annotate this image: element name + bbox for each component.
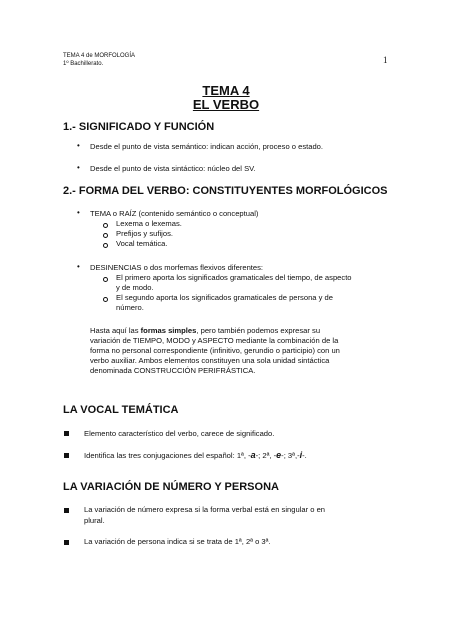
section-2-heading: 2.- FORMA DEL VERBO: CONSTITUYENTES MORFOLÓGICOS (63, 185, 388, 197)
bullet-icon: • (77, 163, 80, 172)
paragraph-text: , pero también podemos expresar su (196, 326, 321, 335)
document-title-line-1: TEMA 4 (202, 83, 250, 98)
square-bullet-icon (64, 508, 69, 513)
section-1-heading: 1.- SIGNIFICADO Y FUNCIÓN (63, 121, 215, 133)
paragraph-line-1 (90, 326, 390, 336)
desinencias-sub-1-line-1: El primero aporta los significados gramaticales del tiempo, de aspecto (116, 273, 352, 282)
header-line-2: 1º Bachillerato. (63, 61, 104, 67)
vowel-i: i (299, 450, 303, 460)
bullet-icon: • (77, 262, 80, 271)
section-1-bullet-1: Desde el punto de vista semántico: indican acción, proceso o estado. (90, 142, 324, 151)
conjugation-text: Identifica las tres conjugaciones del español: 1ª, - (84, 451, 251, 460)
numero-item-line-1: La variación de número expresa si la forma verbal está en singular o en (84, 505, 326, 514)
tema-sub-item-3: Vocal temática. (116, 239, 168, 248)
numero-persona-heading: LA VARIACIÓN DE NÚMERO Y PERSONA (63, 481, 279, 493)
vocal-item-2 (84, 450, 307, 461)
sub-bullet-icon (103, 243, 108, 248)
tema-bullet: TEMA o RAÍZ (contenido semántico o conceptual) (90, 209, 259, 218)
header-line-1: TEMA 4 de MORFOLOGÍA (63, 53, 136, 59)
section-1-bullet-2: Desde el punto de vista sintáctico: núcleo del SV. (90, 164, 256, 173)
sub-bullet-icon (103, 223, 108, 228)
square-bullet-icon (64, 431, 69, 436)
sub-bullet-icon (103, 297, 108, 302)
tema-sub-item-1: Lexema o lexemas. (116, 219, 182, 228)
paragraph-line-4: verbo auxiliar. Ambos elementos constituyen una sola unidad sintáctica (90, 356, 330, 365)
paragraph-text: Hasta aquí las (90, 326, 141, 335)
sub-bullet-icon (103, 233, 108, 238)
page-number: 1 (383, 55, 388, 65)
paragraph-line-5: denominada CONSTRUCCIÓN PERIFRÁSTICA. (90, 366, 256, 375)
vowel-a: a (250, 450, 256, 460)
bullet-icon: • (77, 208, 80, 217)
square-bullet-icon (64, 540, 69, 545)
desinencias-sub-2-line-2: número. (116, 303, 144, 312)
document-title-line-2: EL VERBO (192, 97, 260, 112)
paragraph-line-3: forma no personal correspondiente (infinitivo, gerundio o participio) con un (90, 346, 340, 355)
paragraph-line-2: variación de TIEMPO, MODO y ASPECTO mediante la combinación de la (90, 336, 339, 345)
persona-item: La variación de persona indica si se trata de 1ª, 2ª o 3ª. (84, 537, 271, 546)
perifrastica-paragraph (90, 326, 390, 376)
desinencias-sub-2-line-1: El segundo aporta los significados gramaticales de persona y de (116, 293, 333, 302)
sub-bullet-icon (103, 277, 108, 282)
vowel-e: e (276, 450, 282, 460)
numero-item-line-2: plural. (84, 516, 105, 525)
running-header (63, 52, 135, 68)
tema-sub-item-2: Prefijos y sufijos. (116, 229, 173, 238)
conjugation-text: -; 3ª,- (281, 451, 300, 460)
desinencias-bullet: DESINENCIAS o dos morfemas flexivos diferentes: (90, 263, 264, 272)
vocal-tematica-heading: LA VOCAL TEMÁTICA (63, 404, 179, 416)
bullet-icon: • (77, 141, 80, 150)
conjugation-text: -; 2ª, - (255, 451, 277, 460)
conjugation-text: -. (302, 451, 307, 460)
desinencias-sub-1-line-2: y de modo. (116, 283, 154, 292)
formas-simples-bold: formas simples (140, 326, 197, 335)
vocal-item-1: Elemento característico del verbo, carece de significado. (84, 429, 275, 438)
square-bullet-icon (64, 453, 69, 458)
